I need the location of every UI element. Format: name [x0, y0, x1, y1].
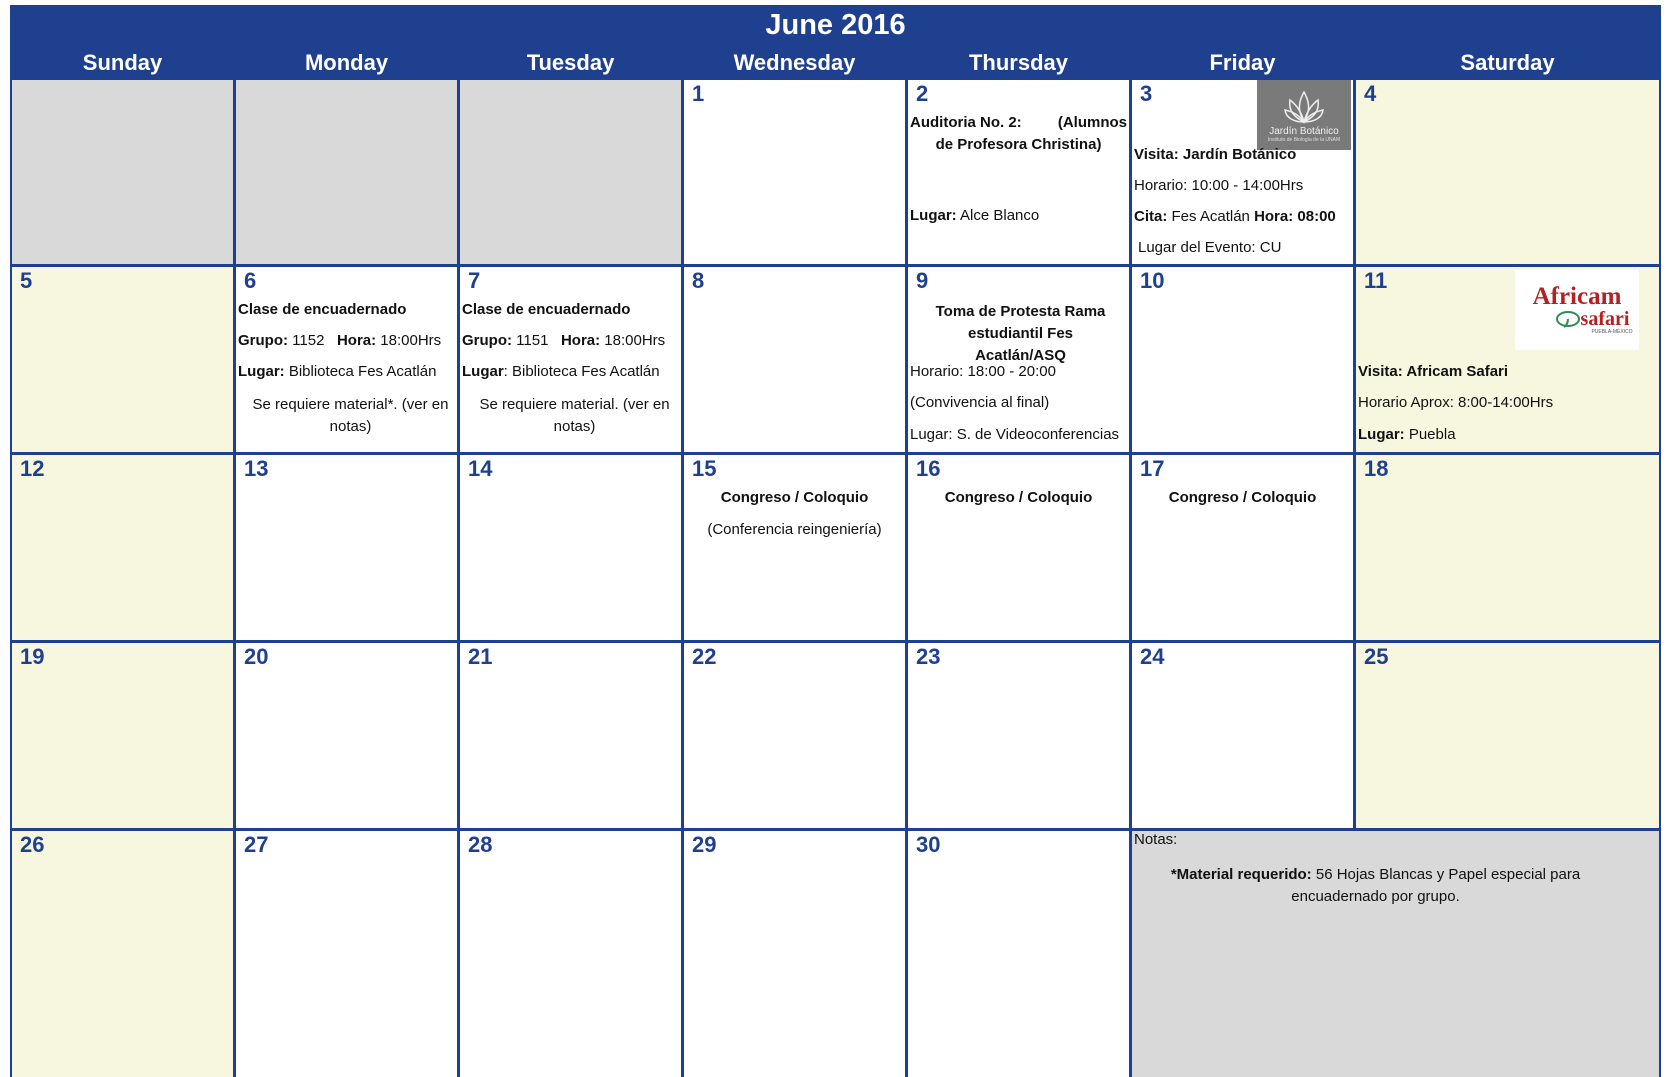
- jardin-botanico-logo: [1257, 80, 1351, 150]
- day-number: 15: [692, 456, 717, 481]
- day-number: 16: [916, 456, 941, 481]
- day-cell-24[interactable]: [1132, 643, 1353, 828]
- logo-text-top: Africam: [1532, 283, 1622, 310]
- day-number: 20: [244, 644, 269, 669]
- place-value: Puebla: [1404, 426, 1456, 443]
- event-title: Clase de encuadernado: [462, 301, 631, 318]
- day-cell-1[interactable]: [684, 80, 905, 264]
- event-place: [910, 207, 1127, 224]
- event-title-right: (Alumnos: [1057, 114, 1127, 131]
- event-group: [462, 332, 679, 349]
- day-number: 12: [20, 456, 45, 481]
- material-text: 56 Hojas Blancas y Papel especial para encuadernado por grupo.: [1291, 866, 1581, 905]
- empty-day-cell: [12, 80, 233, 264]
- day-number: 23: [916, 644, 941, 669]
- agave-icon: [1284, 88, 1324, 124]
- group-value: 1152: [288, 332, 325, 349]
- africam-safari-logo: [1515, 270, 1639, 350]
- group-label: Grupo:: [238, 332, 288, 349]
- day-cell-13[interactable]: [236, 455, 457, 640]
- day-number: 18: [1364, 456, 1389, 481]
- day-cell-10[interactable]: [1132, 267, 1353, 452]
- day-number: 10: [1140, 268, 1165, 293]
- day-number: 24: [1140, 644, 1165, 669]
- day-number: 22: [692, 644, 717, 669]
- event-title-left: Auditoria No. 2:: [910, 114, 1022, 131]
- day-number: 19: [20, 644, 45, 669]
- weekday-wednesday: Wednesday: [733, 49, 856, 75]
- event-place: Lugar: S. de Videoconferencias: [910, 426, 1120, 443]
- event-title: Toma de Protesta Rama estudiantil Fes Acatlán/ASQ: [935, 303, 1106, 364]
- hour-label: Hora:: [336, 332, 377, 349]
- weekday-sunday: Sunday: [82, 49, 163, 75]
- day-number: 14: [468, 456, 493, 481]
- elephant-icon: [1555, 310, 1581, 328]
- day-number: 30: [916, 832, 941, 857]
- day-number: 9: [916, 268, 929, 293]
- hour-value: 18:00Hrs: [376, 332, 442, 349]
- day-cell-28[interactable]: [460, 831, 681, 1077]
- day-number: 17: [1140, 456, 1165, 481]
- day-cell-8[interactable]: [684, 267, 905, 452]
- meet-label: Cita:: [1134, 208, 1168, 225]
- empty-day-cell: [236, 80, 457, 264]
- day-cell-27[interactable]: [236, 831, 457, 1077]
- day-cell-14[interactable]: [460, 455, 681, 640]
- day-number: 13: [244, 456, 269, 481]
- day-number: 7: [468, 268, 481, 293]
- day-cell-26[interactable]: [12, 831, 233, 1077]
- day-cell-22[interactable]: [684, 643, 905, 828]
- event-place: [462, 363, 679, 380]
- day-cell-11[interactable]: [1356, 267, 1659, 452]
- meet-value: Fes Acatlán: [1167, 208, 1255, 225]
- day-number: 6: [244, 268, 257, 293]
- day-cell-19[interactable]: [12, 643, 233, 828]
- place-label: Lugar:: [238, 363, 285, 380]
- day-cell-12[interactable]: [12, 455, 233, 640]
- notes-box: [1132, 831, 1659, 1077]
- place-value: : Biblioteca Fes Acatlán: [503, 363, 660, 380]
- day-cell-21[interactable]: [460, 643, 681, 828]
- place-value: Alce Blanco: [956, 207, 1040, 224]
- event-place: Lugar del Evento: CU: [1138, 239, 1282, 256]
- event-title: Congreso / Coloquio: [944, 489, 1093, 506]
- day-number: 5: [20, 268, 33, 293]
- day-cell-4[interactable]: [1356, 80, 1659, 264]
- event-extra: (Convivencia al final): [910, 394, 1050, 411]
- day-number: 25: [1364, 644, 1389, 669]
- event-note: Se requiere material. (ver en notas): [479, 396, 670, 435]
- day-number: 27: [244, 832, 269, 857]
- event-title: Clase de encuadernado: [238, 301, 407, 318]
- hour-label: Hora: 08:00: [1254, 208, 1336, 225]
- day-number: 11: [1364, 268, 1388, 293]
- day-number: 8: [692, 268, 705, 293]
- event-meet: [1134, 208, 1351, 225]
- weekday-thursday: Thursday: [968, 49, 1069, 75]
- hour-label: Hora:: [560, 332, 601, 349]
- event-title: Congreso / Coloquio: [1168, 489, 1317, 506]
- logo-subtext: Instituto de Biología de la UNAM: [1267, 136, 1341, 143]
- event-group: [238, 332, 455, 349]
- place-value: Biblioteca Fes Acatlán: [284, 363, 437, 380]
- event-schedule: Horario: 10:00 - 14:00Hrs: [1134, 177, 1304, 194]
- material-label: *Material requerido:: [1170, 866, 1312, 883]
- event-place: [238, 363, 455, 380]
- day-number: 29: [692, 832, 717, 857]
- day-number: 26: [20, 832, 45, 857]
- day-number: 1: [692, 81, 705, 106]
- day-number: 3: [1140, 81, 1153, 106]
- day-cell-3[interactable]: [1132, 80, 1353, 264]
- place-label: Lugar: [462, 363, 504, 380]
- day-cell-15[interactable]: [684, 455, 905, 640]
- event-title: [910, 114, 1127, 131]
- empty-day-cell: [460, 80, 681, 264]
- logo-text-bottom: safari: [1580, 308, 1630, 330]
- notes-label: Notas:: [1134, 831, 1178, 848]
- day-number: 21: [468, 644, 493, 669]
- day-cell-18[interactable]: [1356, 455, 1659, 640]
- day-cell-7[interactable]: [460, 267, 681, 452]
- event-title-line2: de Profesora Christina): [935, 136, 1102, 153]
- weekday-friday: Friday: [1209, 49, 1276, 75]
- day-cell-2[interactable]: [908, 80, 1129, 264]
- day-cell-29[interactable]: [684, 831, 905, 1077]
- day-cell-9[interactable]: [908, 267, 1129, 452]
- place-label: Lugar:: [1358, 426, 1405, 443]
- day-cell-23[interactable]: [908, 643, 1129, 828]
- calendar: [10, 5, 1661, 1077]
- logo-subtext: PUEBLA-MÉXICO: [1591, 329, 1633, 335]
- weekday-monday: Monday: [304, 49, 389, 75]
- group-label: Grupo:: [462, 332, 512, 349]
- day-number: 2: [916, 81, 929, 106]
- day-cell-16[interactable]: [908, 455, 1129, 640]
- event-schedule: Horario Aprox: 8:00-14:00Hrs: [1358, 394, 1554, 411]
- day-cell-25[interactable]: [1356, 643, 1659, 828]
- notes-material: [1152, 864, 1599, 908]
- day-cell-20[interactable]: [236, 643, 457, 828]
- place-label: Lugar:: [910, 207, 957, 224]
- day-cell-17[interactable]: [1132, 455, 1353, 640]
- event-note: Se requiere material*. (ver en notas): [252, 396, 449, 435]
- hour-value: 18:00Hrs: [600, 332, 666, 349]
- day-cell-6[interactable]: [236, 267, 457, 452]
- event-subtitle: (Conferencia reingeniería): [707, 521, 882, 538]
- event-visit: Visita: Africam Safari: [1358, 363, 1509, 380]
- calendar-title: June 2016: [765, 8, 906, 41]
- group-value: 1151: [512, 332, 549, 349]
- day-cell-5[interactable]: [12, 267, 233, 452]
- logo-text: Jardín Botánico: [1269, 125, 1339, 137]
- day-number: 4: [1364, 81, 1377, 106]
- weekday-tuesday: Tuesday: [526, 49, 615, 75]
- weekday-saturday: Saturday: [1460, 49, 1555, 75]
- event-schedule: Horario: 18:00 - 20:00: [910, 363, 1056, 380]
- day-cell-30[interactable]: [908, 831, 1129, 1077]
- day-number: 28: [468, 832, 493, 857]
- event-place: [1358, 426, 1657, 443]
- event-title: Congreso / Coloquio: [720, 489, 869, 506]
- event-visit: Visita: Jardín Botánico: [1134, 146, 1297, 163]
